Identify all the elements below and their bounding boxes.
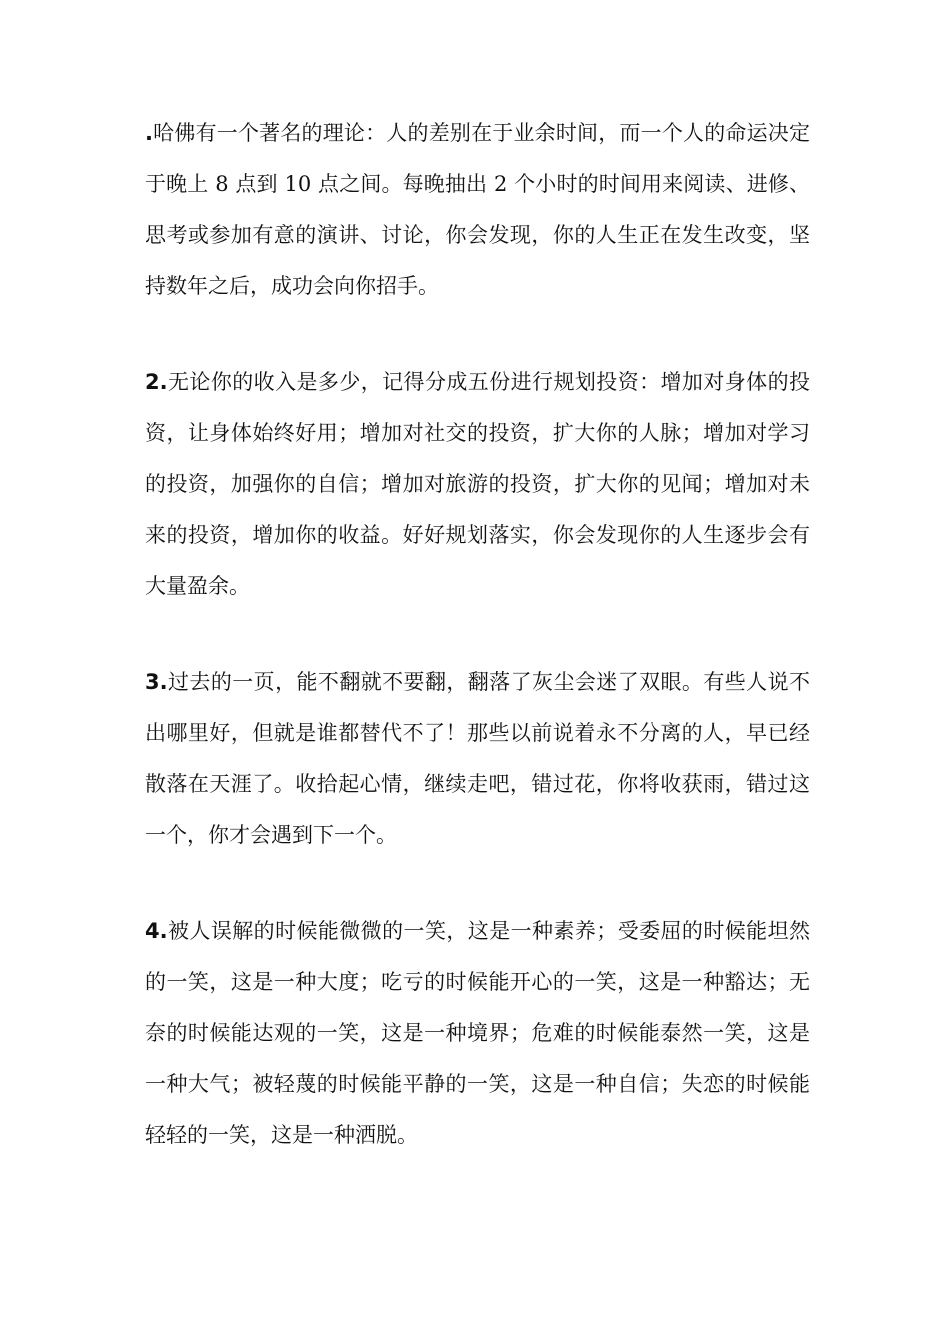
paragraph-2 xyxy=(145,357,810,612)
paragraph-number: . xyxy=(145,121,153,145)
document-body xyxy=(145,108,810,1206)
paragraph-1 xyxy=(145,108,810,312)
paragraph-text: 过去的一页，能不翻就不要翻，翻落了灰尘会迷了双眼。有些人说不出哪里好，但就是谁都替代不了！那些以前说着永不分离的人，早已经散落在天涯了。收拾起心情，继续走吧，错过花，你将收获雨，错过这一个，你才会遇到下一个。 xyxy=(145,670,810,847)
paragraph-3 xyxy=(145,657,810,861)
paragraph-number: 3. xyxy=(145,670,168,694)
paragraph-number: 2. xyxy=(145,370,168,394)
paragraph-text: 被人误解的时候能微微的一笑，这是一种素养；受委屈的时候能坦然的一笑，这是一种大度；吃亏的时候能开心的一笑，这是一种豁达；无奈的时候能达观的一笑，这是一种境界；危难的时候能泰然一笑，这是一种大气；被轻蔑的时候能平静的一笑，这是一种自信；失恋的时候能轻轻的一笑，这是一种洒脱。 xyxy=(145,919,810,1147)
paragraph-text: 哈佛有一个著名的理论：人的差别在于业余时间，而一个人的命运决定于晚上 8 点到 10 点之间。每晚抽出 2 个小时的时间用来阅读、进修、思考或参加有意的演讲、讨论，你会发现，你的人生正在发生改变，坚持数年之后，成功会向你招手。 xyxy=(145,121,810,298)
paragraph-number: 4. xyxy=(145,919,168,943)
paragraph-text: 无论你的收入是多少，记得分成五份进行规划投资：增加对身体的投资，让身体始终好用；增加对社交的投资，扩大你的人脉；增加对学习的投资，加强你的自信；增加对旅游的投资，扩大你的见闻；增加对未来的投资，增加你的收益。好好规划落实，你会发现你的人生逐步会有大量盈余。 xyxy=(145,370,810,598)
paragraph-4 xyxy=(145,906,810,1161)
